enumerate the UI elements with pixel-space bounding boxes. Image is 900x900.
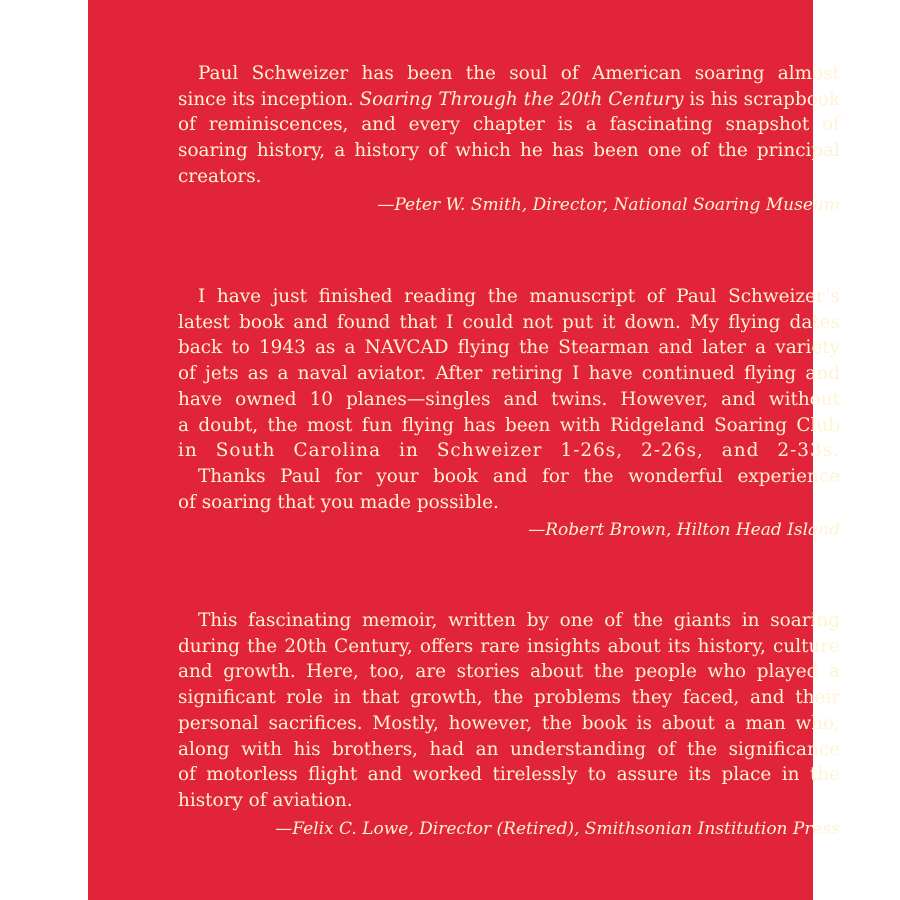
endorsement-quote-brown xyxy=(178,284,840,544)
quote-text: is his scrapbook xyxy=(683,88,840,110)
quote-line: of reminiscences, and every chapter is a fascinating snapshot of xyxy=(178,114,840,136)
quote-line: creators. xyxy=(178,165,262,187)
quote-line: I have just finished reading the manuscript of Paul Schweizer’s xyxy=(198,286,840,307)
quote-line: significant role in that growth, the problems they faced, and their xyxy=(178,687,840,709)
quote-line: This fascinating memoir, written by one of the giants in soaring xyxy=(198,610,840,631)
quote-text: since its inception. xyxy=(178,88,360,110)
quote-line: in South Carolina in Schweizer 1-26s, 2-26s, and 2-33s. xyxy=(178,440,840,462)
quote-line: back to 1943 as a NAVCAD flying the Stearman and later a variety xyxy=(178,337,840,359)
quote-line: of motorless flight and worked tirelessly to assure its place in the xyxy=(178,764,840,786)
quote-line: Paul Schweizer has been the soul of American soaring almost xyxy=(198,63,840,84)
back-cover xyxy=(88,0,840,900)
quote-line: and growth. Here, too, are stories about the people who played a xyxy=(178,661,840,683)
quote-attribution: —Peter W. Smith, Director, National Soaring Museum xyxy=(377,194,840,215)
quote-line: along with his brothers, had an understanding of the significance xyxy=(178,738,840,760)
quote-line: of jets as a naval aviator. After retiring I have continued flying and xyxy=(178,363,840,385)
quote-line: soaring history, a history of which he has been one of the principal xyxy=(178,140,840,162)
quote-line xyxy=(178,87,840,113)
quote-attribution: —Robert Brown, Hilton Head Island xyxy=(528,520,840,541)
quote-line: have owned 10 planes—singles and twins. However, and without xyxy=(178,388,840,410)
endorsement-quote-lowe xyxy=(178,608,840,842)
quote-attribution: —Felix C. Lowe, Director (Retired), Smithsonian Institution Press xyxy=(275,818,840,839)
endorsement-quote-smith xyxy=(178,61,840,218)
quote-line: personal sacrifices. Mostly, however, the book is about a man who, xyxy=(178,712,840,734)
quote-line: Thanks Paul for your book and for the wonderful experience xyxy=(198,465,840,487)
quote-line: latest book and found that I could not put it down. My flying dates xyxy=(178,311,840,333)
quote-line: during the 20th Century, offers rare insights about its history, culture xyxy=(178,635,840,657)
quote-line: of soaring that you made possible. xyxy=(178,491,499,513)
quote-line: a doubt, the most fun flying has been with Ridgeland Soaring Club xyxy=(178,414,840,436)
quote-line: history of aviation. xyxy=(178,789,353,811)
book-title: Soaring Through the 20th Century xyxy=(359,88,684,110)
